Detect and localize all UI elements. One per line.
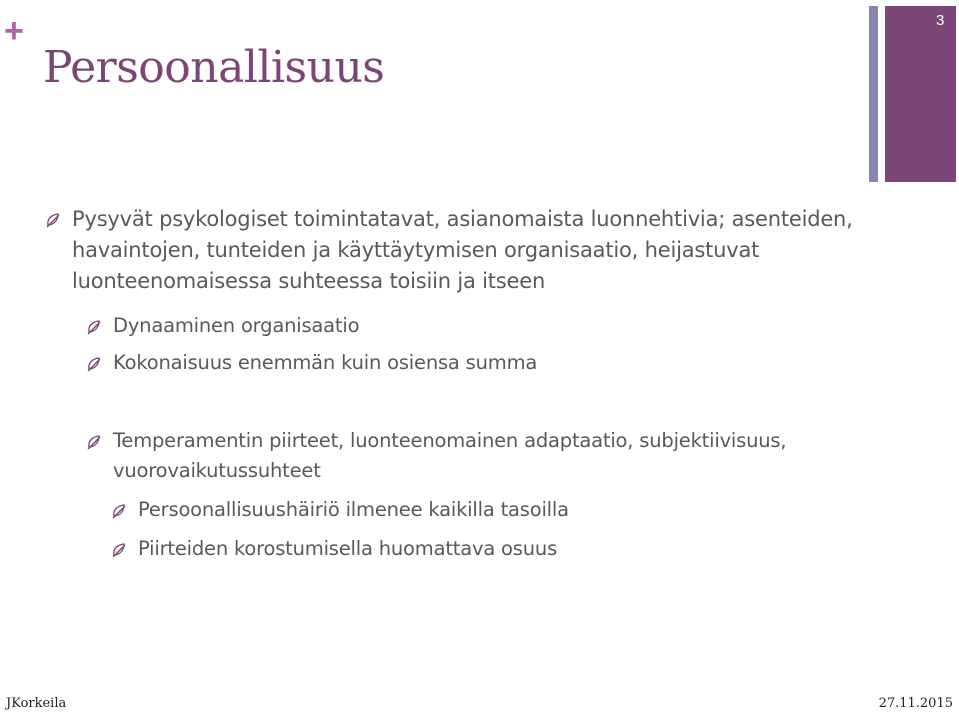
leaf-bullet-icon: [85, 318, 103, 336]
leaf-bullet-icon: [85, 433, 103, 451]
leaf-bullet-icon: [85, 355, 103, 373]
bullet-item: [85, 426, 855, 486]
bullet-item: [85, 311, 845, 341]
bullet-item: [110, 534, 850, 564]
bullet-item: [110, 495, 850, 525]
footer-author: JKorkeila: [6, 696, 67, 711]
bullet-text: Kokonaisuus enemmän kuin osiensa summa: [113, 351, 538, 374]
footer-date: 27.11.2015: [878, 696, 953, 711]
slide-title: Persoonallisuus: [43, 42, 385, 93]
leaf-bullet-icon: [110, 502, 128, 520]
slide-number: 3: [936, 12, 945, 29]
bullet-text: Temperamentin piirteet, luonteenomainen adaptaatio, subjektiivisuus, vuorovaikutussuhteet: [113, 429, 787, 482]
bullet-text: Dynaaminen organisaatio: [113, 314, 360, 337]
leaf-bullet-icon: [110, 541, 128, 559]
decor-bar-dark: [885, 6, 956, 182]
bullet-text: Persoonallisuushäiriö ilmenee kaikilla tasoilla: [138, 498, 569, 521]
leaf-bullet-icon: [44, 211, 62, 229]
bullet-item: [44, 204, 854, 297]
bullet-text: Pysyvät psykologiset toimintatavat, asianomaista luonnehtivia; asenteiden, havaintojen, tunteiden ja käyttäytymisen organisaatio, heijastuvat luonteenomaisessa suhteessa toisiin ja itseen: [72, 207, 853, 293]
bullet-text: Piirteiden korostumisella huomattava osuus: [138, 537, 558, 560]
decor-bar-light: [869, 6, 878, 182]
plus-icon: +: [4, 12, 24, 50]
bullet-item: [85, 348, 845, 378]
